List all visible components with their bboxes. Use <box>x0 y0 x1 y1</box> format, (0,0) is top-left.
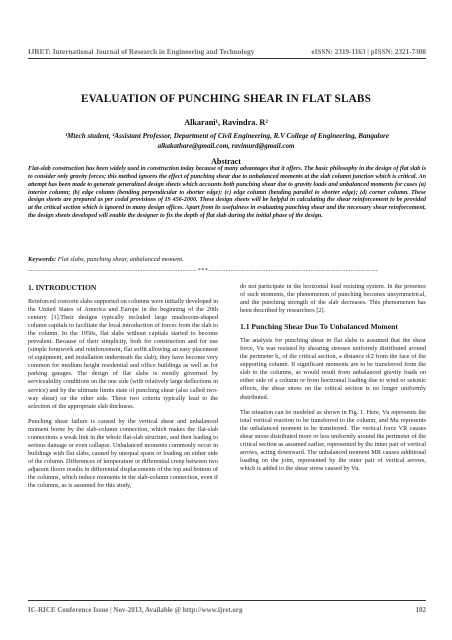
paragraph: do not participate in the horizontal load resisting system. In the presence of such moments, the phenomenon of punching becomes unsymmetrical, and the punching strength of the slab decreases. This phenomenon has been described by researchers [2]. <box>240 283 426 315</box>
paragraph: The analysis for punching shear in flat slabs is assumed that the shear force, Vu was resisted by shearing stresses uniformly distributed around the perimeter b₀ of the critical section, a distance d/2 from the face of the supporting column. If significant moments are to be transferred from the slab to the columns, as would result from unbalanced gravity loads on either side of a column or from horizontal loading due to wind or seismic effects, the shear stress on the critical section is no longer uniformly distributed. <box>240 337 426 401</box>
keywords-label: Keywords: <box>28 256 57 263</box>
section-heading-introduction: 1. INTRODUCTION <box>28 283 97 292</box>
paper-title: EVALUATION OF PUNCHING SHEAR IN FLAT SLABS <box>80 93 371 105</box>
section-heading-punching-shear: 1.1 Punching Shear Due To Unbalanced Moment <box>240 322 398 332</box>
left-column <box>28 283 218 497</box>
affiliation: ¹Mtech student, ²Assistant Professor, Department of Civil Engineering, R.V College of Engineering, Bangalore <box>65 132 389 140</box>
paragraph: The situation can be modeled as shown in Fig. 1. Here, Vu represents the total vertical reaction to be transferred to the column, and Mu represents the unbalanced moment to be transferred. The vertical force VR causes shear stress distributed more or less uniformly around the perimeter of the critical section as assumed earlier, represented by the inner pair of vertical arrows, acting downward. The unbalanced moment MR causes additional loading on the joint, represented by the outer pair of vertical arrows, which is added to the shear stress caused by Vu. <box>240 408 426 472</box>
journal-name: IJRET: International Journal of Research in Engineering and Technology <box>28 48 255 56</box>
authors: Alkarani¹, Ravindra. R² <box>184 118 268 127</box>
footer-citation: IC-RICE Conference Issue | Nov-2013, Available @ http://www.ijret.org <box>28 606 243 614</box>
footer-rule <box>28 600 426 601</box>
paragraph: Punching shear failure is caused by the vertical shear and unbalanced moment borne by the slab-column connection, which makes the flat-slab connections a weak link in the whole flat-slab structure, and then leading to serious damage or even collapse. Unbalanced moments commonly occur in buildings with flat slabs, caused by unequal spans or loading on either side of the column. Differences of temperature or differential creep between two adjacent floors results in differential displacements of the top and bottom of the columns, which induce moments in the slab-column connection, even if the columns, as is assumed for this study, <box>28 417 218 490</box>
abstract-heading: Abstract <box>211 157 241 166</box>
abstract-text: Flat-slab construction has been widely used in construction today because of many advantages that it offers. The basic philosophy in the design of flat slab is to consider only gravity forces; this method ignores the effect of punching shear due to unbalanced moments at the slab column junction which is critical. An attempt has been made to generate generalized design sheets which accounts both punching shear due to gravity loads and unbalanced moments for cases (a) interior column; (b) edge column (bending perpendicular to shorter edge); (c) edge column (bending parallel to shorter edge); (d) corner column. These design sheets are prepared as per codal provisions of IS 456-2000. These design sheets will be helpful in calculating the shear reinforcement to be provided at the critical section which is ignored in many design offices. Apart from its usefulness in evaluating punching shear and the necessary shear reinforcement, the design sheets developed will enable the designer to fix the depth of flat slab during the initial phase of the design. <box>28 166 426 220</box>
issn: eISSN: 2319-1163 | pISSN: 2321-7308 <box>311 48 426 56</box>
page-number: 102 <box>415 606 426 614</box>
section-separator: --------------------------------------------------------------------***-------------------------------------------------------------------- <box>28 268 379 274</box>
right-column <box>240 283 426 480</box>
header-rule <box>28 58 426 59</box>
running-footer <box>28 606 426 614</box>
keywords-text: Flat slabs, punching shear, unbalanced moment. <box>56 256 184 263</box>
paragraph: Reinforced concrete slabs supported on columns were initially developed in the United States of America and Europe in the beginning of the 20th century [1].Their designs typically included large mushroom-shaped column capitals to facilitate the local introduction of forces from the slab to the column. In the 1950s, flat slabs without capitals started to become prevalent. Because of their simplicity, both for construction and for use (simple formwork and reinforcement, flat soffit allowing an easy placement of equipment, and installation underneath the slab); they have become very common for medium height residential and office buildings as well as for parking garages. The design of flat slabs is mostly governed by serviceability conditions on the one side (with relatively large deflections in service) and by the ultimate limits state of punching shear (also called two-way shear) on the other side. These two criteria typically lead to the selection of the appropriate slab thickness. <box>28 298 218 410</box>
running-header <box>28 48 426 56</box>
keywords <box>28 256 426 263</box>
author-emails: alkakathare@gmail.com, ravimurd@gmail.com <box>157 142 295 150</box>
